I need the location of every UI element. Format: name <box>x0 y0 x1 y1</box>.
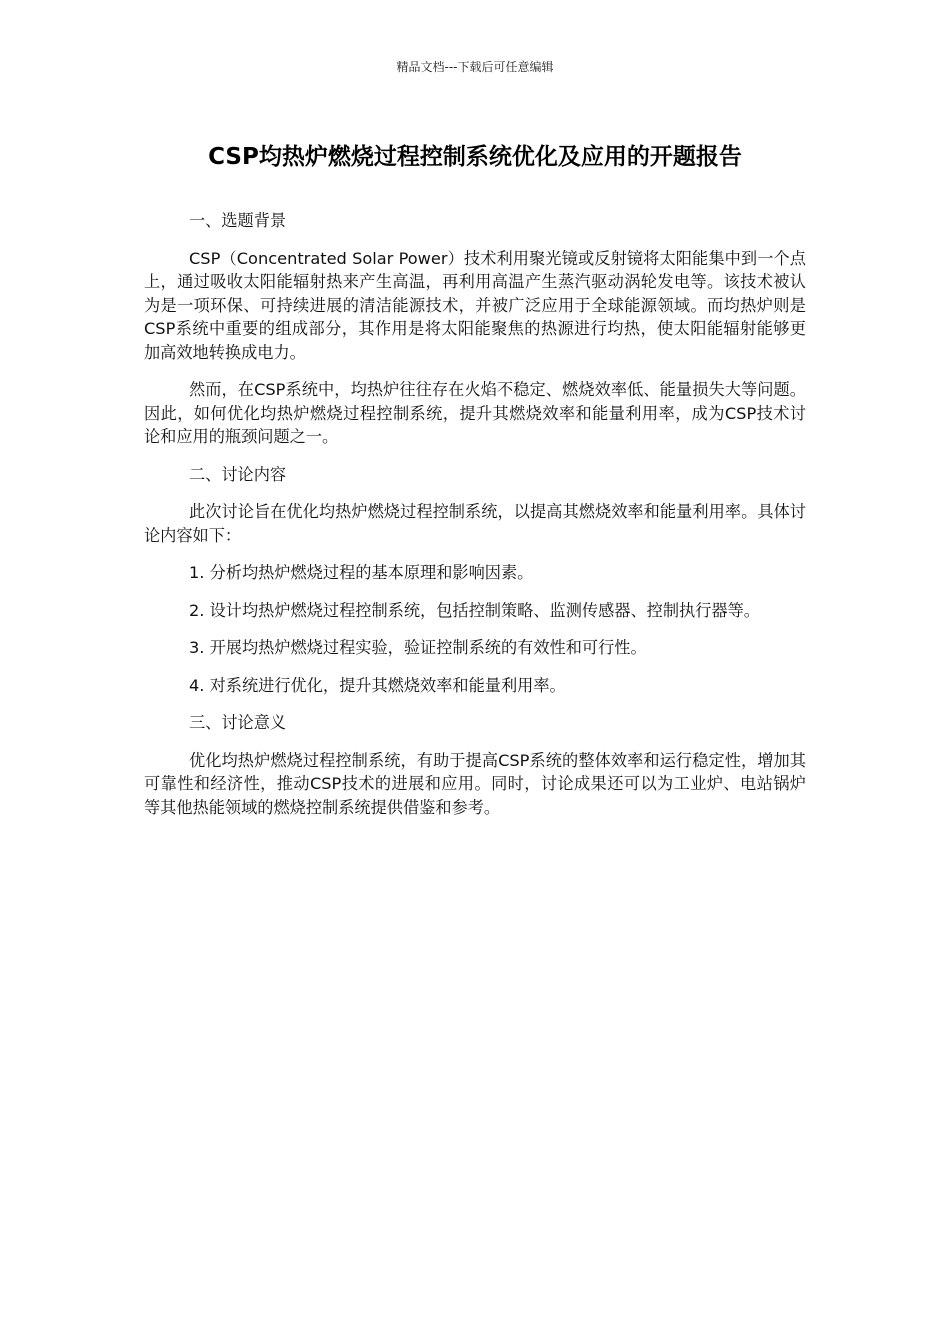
significance-paragraph: 优化均热炉燃烧过程控制系统，有助于提高CSP系统的整体效率和运行稳定性，增加其可靠性和经济性，推动CSP技术的进展和应用。同时，讨论成果还可以为工业炉、电站锅炉等其他热能领域的燃烧控制系统提供借鉴和参考。 <box>144 750 806 817</box>
list-item: 3. 开展均热炉燃烧过程实验，验证控制系统的有效性和可行性。 <box>189 638 647 657</box>
list-item: 1. 分析均热炉燃烧过程的基本原理和影响因素。 <box>189 563 534 582</box>
section-heading-significance: 三、讨论意义 <box>189 713 287 732</box>
list-item: 2. 设计均热炉燃烧过程控制系统，包括控制策略、监测传感器、控制执行器等。 <box>189 600 760 620</box>
background-paragraph-1: CSP（Concentrated Solar Power）技术利用聚光镜或反射镜将太阳能集中到一个点上，通过吸收太阳能辐射热来产生高温，再利用高温产生蒸汽驱动涡轮发电等。该技术被认为是一项环保、可持续进展的清洁能源技术，并被广泛应用于全球能源领域。而均热炉则是CSP系统中重要的组成部分，其作用是将太阳能聚焦的热源进行均热，使太阳能辐射能够更加高效地转换成电力。 <box>144 248 806 362</box>
content-intro-paragraph: 此次讨论旨在优化均热炉燃烧过程控制系统，以提高其燃烧效率和能量利用率。具体讨论内容如下： <box>144 502 806 545</box>
list-item: 4. 对系统进行优化，提升其燃烧效率和能量利用率。 <box>189 675 566 695</box>
document-body <box>144 209 806 833</box>
background-paragraph-2: 然而，在CSP系统中，均热炉往往存在火焰不稳定、燃烧效率低、能量损失大等问题。因此，如何优化均热炉燃烧过程控制系统，提升其燃烧效率和能量利用率，成为CSP技术讨论和应用的瓶颈问题之一。 <box>144 380 806 446</box>
header-note: 精品文档---下载后可任意编辑 <box>396 60 554 74</box>
document-title: CSP均热炉燃烧过程控制系统优化及应用的开题报告 <box>208 144 742 170</box>
section-heading-background: 一、选题背景 <box>189 211 287 230</box>
section-heading-content: 二、讨论内容 <box>189 464 287 484</box>
